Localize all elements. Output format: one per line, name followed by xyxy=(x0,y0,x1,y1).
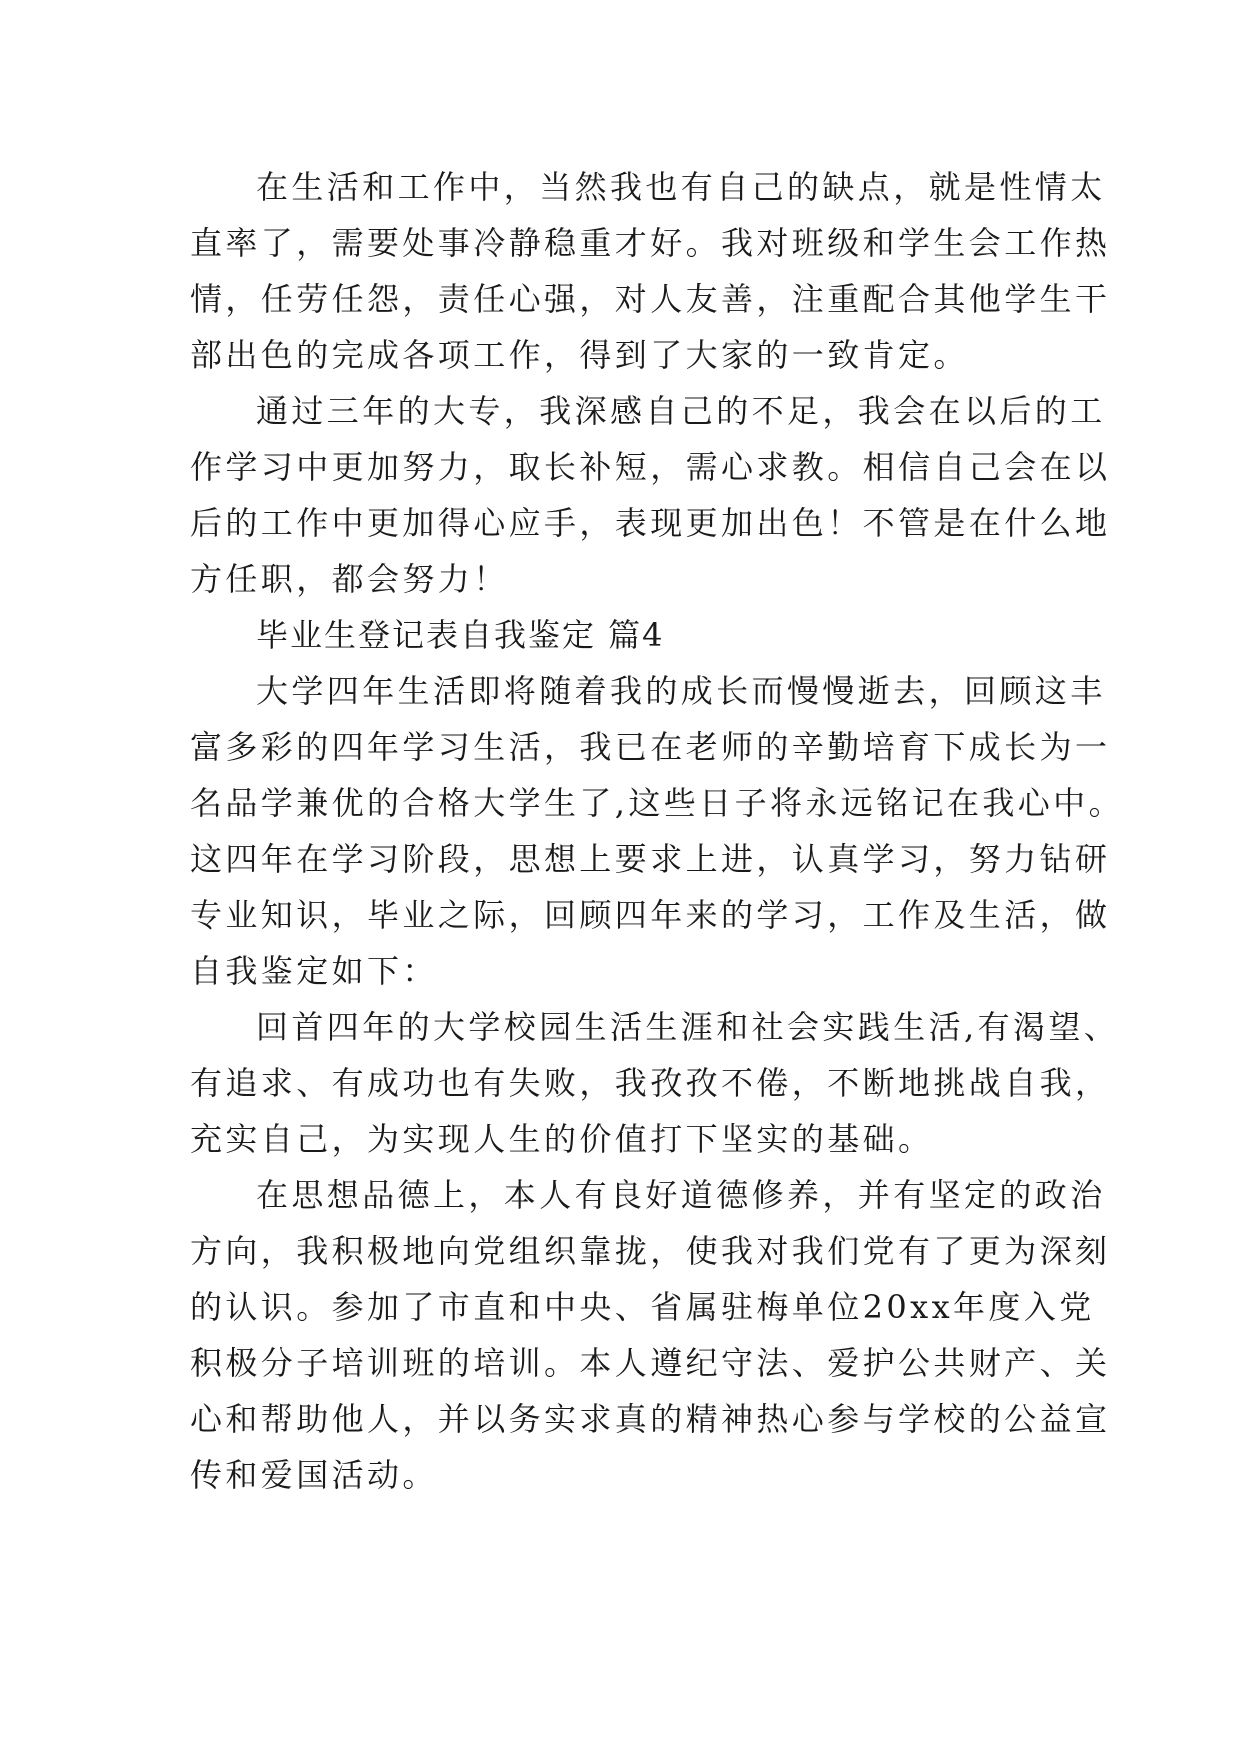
paragraph-line: 方任职，都会努力！ xyxy=(190,560,509,598)
paragraph-line: 回首四年的大学校园生活生涯和社会实践生活,有渴望、 xyxy=(256,1008,1120,1046)
paragraph-line: 后的工作中更加得心应手，表现更加出色！不管是在什么地 xyxy=(190,504,1111,542)
paragraph-line: 作学习中更加努力，取长补短，需心求教。相信自己会在以 xyxy=(190,448,1111,486)
paragraph-line: 传和爱国活动。 xyxy=(190,1456,438,1494)
paragraph-line: 充实自己，为实现人生的价值打下坚实的基础。 xyxy=(190,1120,934,1158)
paragraph-line: 心和帮助他人，并以务实求真的精神热心参与学校的公益宣 xyxy=(190,1400,1111,1438)
paragraph-line: 自我鉴定如下： xyxy=(190,952,438,990)
paragraph-line: 的认识。参加了市直和中央、省属驻梅单位20xx年度入党 xyxy=(190,1288,1095,1326)
paragraph-line: 方向，我积极地向党组织靠拢，使我对我们党有了更为深刻 xyxy=(190,1232,1111,1270)
paragraph-line: 部出色的完成各项工作，得到了大家的一致肯定。 xyxy=(190,336,969,374)
paragraph-line: 有追求、有成功也有失败，我孜孜不倦，不断地挑战自我， xyxy=(190,1064,1111,1102)
paragraph-line: 专业知识，毕业之际，回顾四年来的学习，工作及生活，做 xyxy=(190,896,1111,934)
paragraph-line: 通过三年的大专，我深感自己的不足，我会在以后的工 xyxy=(256,392,1106,430)
paragraph-line: 富多彩的四年学习生活，我已在老师的辛勤培育下成长为一 xyxy=(190,728,1111,766)
paragraph-line: 大学四年生活即将随着我的成长而慢慢逝去，回顾这丰 xyxy=(256,672,1106,710)
paragraph-line: 直率了，需要处事冷静稳重才好。我对班级和学生会工作热 xyxy=(190,224,1111,262)
paragraph-line: 在思想品德上，本人有良好道德修养，并有坚定的政治 xyxy=(256,1176,1106,1214)
paragraph-line: 在生活和工作中，当然我也有自己的缺点，就是性情太 xyxy=(256,168,1106,206)
paragraph-line: 名品学兼优的合格大学生了,这些日子将永远铭记在我心中。 xyxy=(190,784,1124,822)
paragraph-line: 积极分子培训班的培训。本人遵纪守法、爱护公共财产、关 xyxy=(190,1344,1111,1382)
paragraph-line: 情，任劳任怨，责任心强，对人友善，注重配合其他学生干 xyxy=(190,280,1111,318)
paragraph-line: 这四年在学习阶段，思想上要求上进，认真学习，努力钻研 xyxy=(190,840,1111,878)
section-heading: 毕业生登记表自我鉴定 篇4 xyxy=(256,616,665,654)
